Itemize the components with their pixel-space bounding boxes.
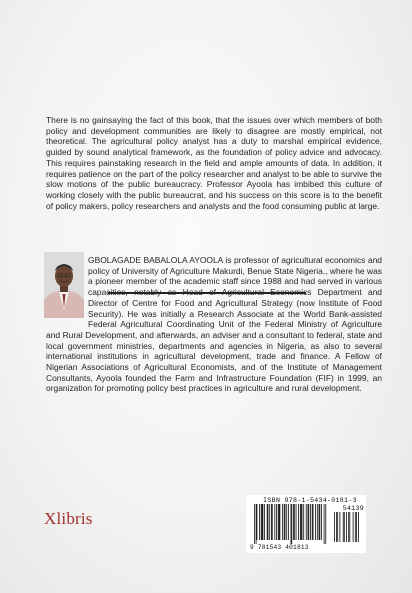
barcode-bar bbox=[312, 504, 313, 540]
barcode-bar bbox=[308, 504, 309, 540]
barcode-bar bbox=[257, 504, 258, 540]
barcode-addon-bar bbox=[340, 512, 341, 542]
barcode-bar bbox=[288, 504, 289, 540]
barcode-bar bbox=[268, 504, 269, 540]
publisher-logo: Xlibris bbox=[44, 509, 93, 528]
barcode-bar bbox=[300, 504, 301, 540]
barcode-addon-bar bbox=[353, 512, 354, 542]
barcode-bar bbox=[291, 504, 292, 544]
barcode-bar bbox=[291, 504, 292, 544]
barcode-bar bbox=[294, 504, 295, 540]
barcode-addon-bar bbox=[336, 512, 337, 542]
author-photo bbox=[44, 252, 84, 318]
barcode-bar bbox=[296, 504, 297, 540]
barcode-bar bbox=[282, 504, 283, 540]
barcode-bar bbox=[272, 504, 273, 540]
barcode-bar bbox=[256, 504, 257, 544]
barcode-bar bbox=[301, 504, 302, 540]
barcode-addon-bar bbox=[334, 512, 335, 542]
barcode-bar bbox=[321, 504, 322, 540]
barcode-bar bbox=[310, 504, 311, 540]
barcode-bar bbox=[315, 504, 316, 540]
barcode-bar bbox=[293, 504, 294, 540]
author-portrait-icon bbox=[44, 252, 84, 318]
barcode-bar bbox=[286, 504, 287, 540]
barcode-bar bbox=[284, 504, 285, 540]
barcode-bar bbox=[274, 504, 275, 540]
barcode-icon bbox=[252, 504, 364, 544]
barcode-bar bbox=[264, 504, 265, 540]
barcode-bar bbox=[267, 504, 268, 540]
barcode-bar bbox=[271, 504, 272, 540]
barcode-bar bbox=[313, 504, 314, 540]
barcode-addon-bar bbox=[337, 512, 338, 542]
barcode-bar bbox=[269, 504, 270, 540]
barcode-bar bbox=[319, 504, 320, 540]
barcode-bar bbox=[303, 504, 304, 540]
barcode-bar bbox=[262, 504, 263, 540]
barcode-addon-bar bbox=[348, 512, 349, 542]
barcode-bar bbox=[298, 504, 299, 540]
barcode-addon-bar bbox=[343, 512, 344, 542]
barcode-bar bbox=[285, 504, 286, 540]
barcode-addon-bar bbox=[346, 512, 347, 542]
author-bio-text: GBOLAGADE BABALOLA AYOOLA is professor of agricultural economics and policy of University of Agriculture Makurdi, Benue State Nigeria., where he was a pioneer member of the academic staff since 1988 and had served in various capacities, notably as Head of Agricultural Economics Department and Director of Centre for Food and Agricultural Strategy (now Institute of Food Security). He was initially a Research Associate at the World Bank-assisted Federal Agricultural Coordinating Unit of the Federal Ministry of Agriculture and Rural Development, and afterwards, an adviser and a consultant to federal, state and local government ministries, departments and agencies in Nigeria, as also to several international institutions in agricultural development, trade and finance. A Fellow of Nigerian Associations of Agricultural Economists, and of the Institute of Management Consultants, Ayoola founded the Farm and Infrastructure Foundation (FIF) in 1999, an organization for promoting policy best practices in agriculture and rural development. bbox=[46, 255, 382, 394]
barcode-bar bbox=[308, 504, 309, 540]
barcode-bar bbox=[261, 504, 262, 540]
barcode-bar bbox=[306, 504, 307, 540]
barcode-digits: 9 781543 401813 bbox=[250, 544, 309, 551]
barcode-bar bbox=[302, 504, 303, 540]
barcode-bar bbox=[278, 504, 279, 540]
barcode-bar bbox=[279, 504, 280, 540]
barcode-bar bbox=[254, 504, 255, 544]
barcode-addon-bar bbox=[344, 512, 345, 542]
barcode-addon-bar bbox=[358, 512, 359, 542]
barcode-addon-bar bbox=[356, 512, 357, 542]
barcode-bar bbox=[276, 504, 277, 540]
barcode-bar bbox=[325, 504, 326, 544]
barcode-bar bbox=[319, 504, 320, 540]
barcode-bar bbox=[324, 504, 325, 544]
barcode-bar bbox=[317, 504, 318, 540]
barcode-bar bbox=[259, 504, 260, 540]
isbn-label: ISBN 978-1-5434-0181-3 bbox=[263, 497, 357, 504]
barcode-bar bbox=[263, 504, 264, 540]
author-bio bbox=[46, 255, 382, 394]
barcode-bar bbox=[280, 504, 281, 540]
barcode-addon-bar bbox=[355, 512, 356, 542]
book-blurb: There is no gainsaying the fact of this book, that the issues over which members of both policy and development communities are likely to disagree are mostly empirical, not theoretical. The agricultural policy analyst has a duty to marshal empirical evidence, guided by sound analytical framework, as the foundation of policy advice and advocacy. This requires painstaking research in the field and ample amounts of data. In addition, it requires patience on the part of the policy researcher and analyst to be able to survive the slow motions of the public bureaucracy. Professor Ayoola has imbibed this culture of working closely with the public bureaucrat, and his success on this score is to the benefit of policy makers, policy researchers and analysts and the food consuming public at large. bbox=[46, 115, 382, 211]
barcode-addon-bar bbox=[349, 512, 350, 542]
barcode-addon-number: 54139 bbox=[342, 505, 364, 512]
